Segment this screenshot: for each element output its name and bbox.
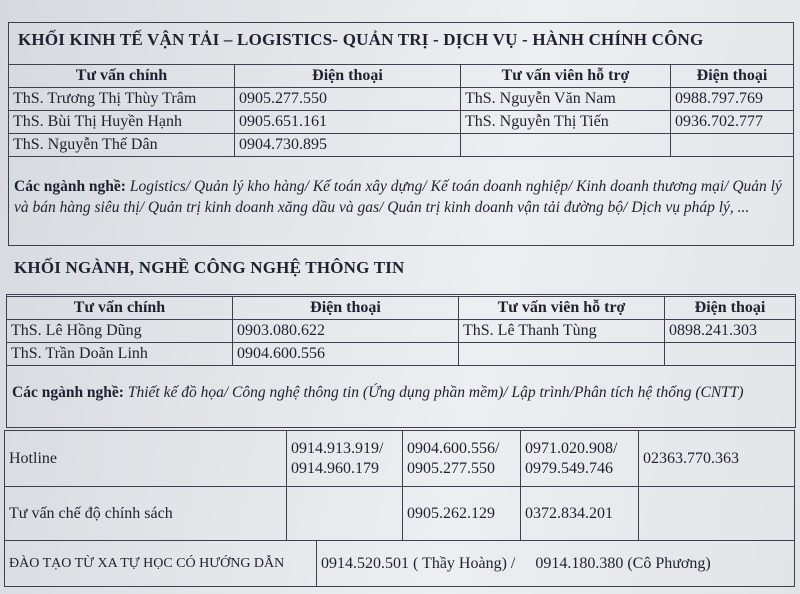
phone-number: 0905.262.129 [403,487,521,541]
col-header-main-advisor: Tư vấn chính [7,297,233,320]
hotline-table [4,430,795,541]
distance-learning-table [4,540,795,587]
distance-learning-row [5,541,795,587]
majors-list: Thiết kế đồ họa/ Công nghệ thông tin (Ứng dụng phần mềm)/ Lập trình/Phân tích hệ thống (CNTT) [127,384,744,401]
advisor-name: ThS. Lê Thanh Tùng [459,320,665,343]
phone-number: 0905.277.550 [235,88,461,111]
hotline-phone-group [287,431,403,487]
advisor-name: ThS. Lê Hồng Dũng [7,320,233,343]
empty-cell [287,487,403,541]
hotline-phone-group [521,431,639,487]
advisor-name: ThS. Nguyễn Thị Tiến [461,111,671,134]
col-header-phone: Điện thoại [235,65,461,88]
empty-cell [639,487,795,541]
majors-list: Logistics/ Quản lý kho hàng/ Kế toán xây dựng/ Kế toán doanh nghiệp/ Kinh doanh thương mại/ Quản lý và bán hàng siêu thị/ Quản trị kinh doanh xăng dầu và gas/ Quản trị kinh doanh vận tải đường bộ/ Dịch vụ pháp lý, ... [14,178,782,216]
policy-label: Tư vấn chế độ chính sách [5,487,287,541]
table-header-row [7,297,796,320]
phone-number: 0898.241.303 [665,320,796,343]
table-row [9,88,794,111]
phone-number: 0988.797.769 [671,88,794,111]
table-row [9,111,794,134]
advisor-name: ThS. Bùi Thị Huyền Hạnh [9,111,235,134]
col-header-phone: Điện thoại [671,65,794,88]
advisor-name: ThS. Trần Doãn Linh [7,343,233,366]
col-header-support-advisor: Tư vấn viên hỗ trợ [459,297,665,320]
majors-label: Các ngành nghề: [14,178,126,195]
it-advisor-table [6,296,796,366]
phone-number: 0914.913.919/ [291,439,384,457]
phone-number: 0904.600.556 [233,343,459,366]
phone-number: 0936.702.777 [671,111,794,134]
empty-cell [459,343,665,366]
phone-number: 0971.020.908/ [525,439,618,457]
policy-row [5,487,795,541]
table-header-row [9,65,794,88]
majors-label: Các ngành nghề: [12,384,124,401]
phone-number: 0904.600.556/ [407,439,500,457]
col-header-support-advisor: Tư vấn viên hỗ trợ [461,65,671,88]
section-economy-title: KHỐI KINH TẾ VẬN TẢI – LOGISTICS- QUẢN TRỊ - DỊCH VỤ - HÀNH CHÍNH CÔNG [18,30,704,49]
col-header-main-advisor: Tư vấn chính [9,65,235,88]
hotline-row [5,431,795,487]
empty-cell [461,134,671,157]
table-row [7,343,796,366]
col-header-phone: Điện thoại [233,297,459,320]
distance-learning-label: ĐÀO TẠO TỪ XA TỰ HỌC CÓ HƯỚNG DẪN [5,541,317,587]
col-header-phone: Điện thoại [665,297,796,320]
phone-number: 0904.730.895 [235,134,461,157]
phone-number: 0372.834.201 [521,487,639,541]
empty-cell [671,134,794,157]
phone-number: 0905.651.161 [235,111,461,134]
advisor-name: ThS. Nguyễn Thế Dân [9,134,235,157]
phone-number: 0905.277.550 [407,459,495,477]
it-majors-text [12,382,788,403]
hotline-phone-group [403,431,521,487]
section-it-title: KHỐI NGÀNH, NGHỀ CÔNG NGHỆ THÔNG TIN [14,258,405,277]
phone-number: 0914.960.179 [291,459,379,477]
phone-number: 0979.549.746 [525,459,613,477]
phone-number: 0903.080.622 [233,320,459,343]
table-row [9,134,794,157]
economy-majors-text [14,176,786,218]
economy-advisor-table [8,64,794,157]
advisor-name: ThS. Trương Thị Thùy Trâm [9,88,235,111]
advisor-name: ThS. Nguyễn Văn Nam [461,88,671,111]
phone-number: 02363.770.363 [639,431,795,487]
distance-learning-phones: 0914.520.501 ( Thầy Hoàng) / 0914.180.380 (Cô Phương) [317,541,795,587]
empty-cell [665,343,796,366]
hotline-label: Hotline [5,431,287,487]
table-row [7,320,796,343]
